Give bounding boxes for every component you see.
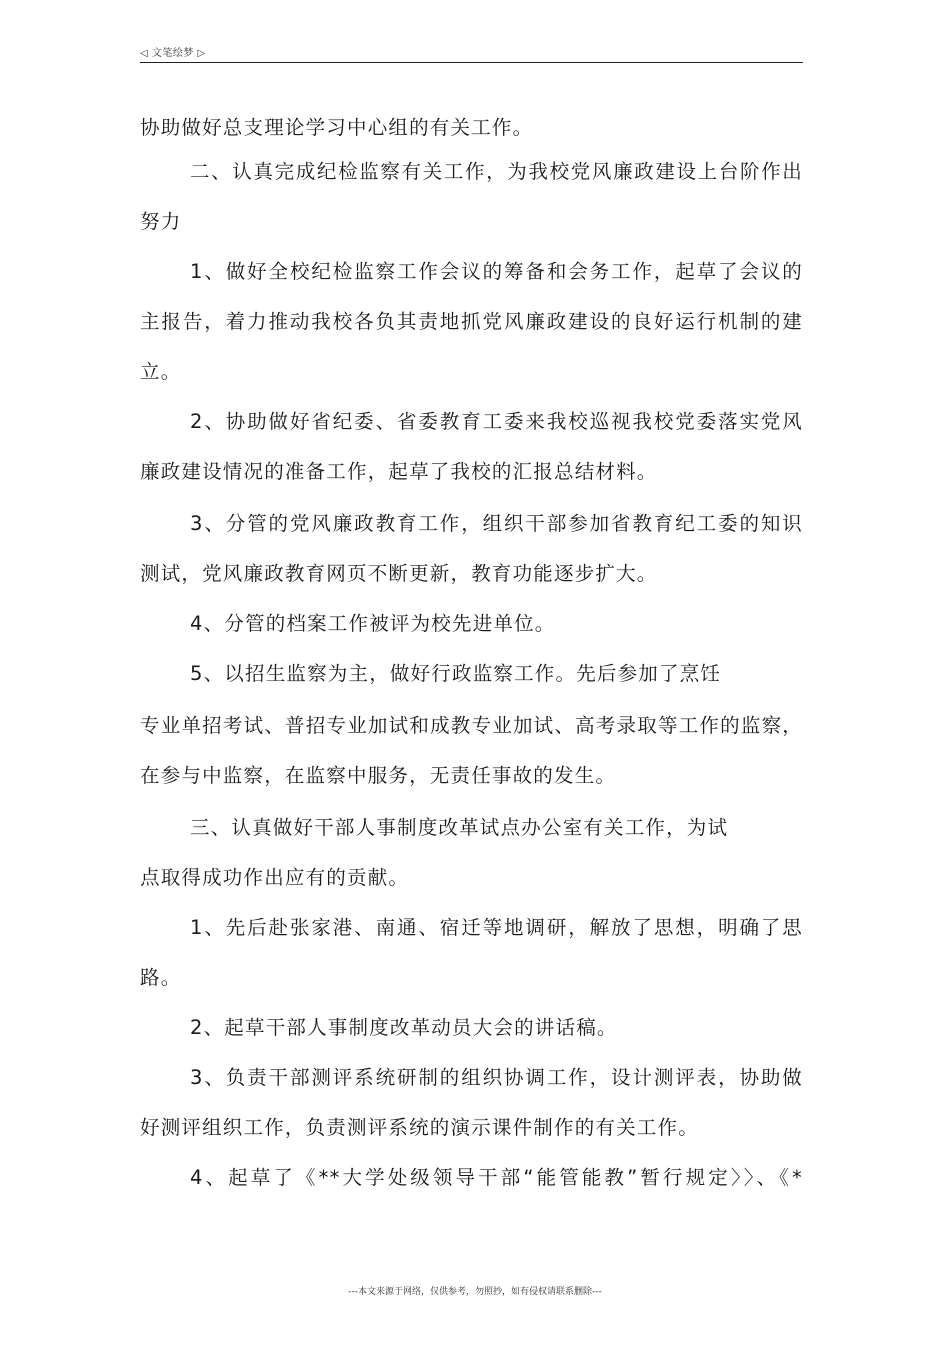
text-line: 点取得成功作出应有的贡献。 (140, 866, 410, 889)
list-item: 4、起草了《**大学处级领导干部“能管能教”暂行规定〉〉、《* (190, 1166, 803, 1189)
text-line: 廉政建设情况的准备工作，起草了我校的汇报总结材料。 (140, 460, 658, 483)
list-item: 2、起草干部人事制度改革动员大会的讲话稿。 (190, 1016, 618, 1039)
list-item: 2、协助做好省纪委、省委教育工委来我校巡视我校党委落实党风 (190, 410, 803, 433)
text-line: 立。 (140, 360, 182, 383)
page-header (140, 44, 803, 63)
list-item: 1、做好全校纪检监察工作会议的筹备和会务工作，起草了会议的 (190, 260, 803, 283)
text-line: 在参与中监察，在监察中服务，无责任事故的发生。 (140, 764, 617, 787)
text-line: 协助做好总支理论学习中心组的有关工作。 (140, 116, 534, 139)
section-heading: 二、认真完成纪检监察有关工作，为我校党风廉政建设上台阶作出 (190, 160, 803, 183)
list-item: 1、先后赴张家港、南通、宿迁等地调研，解放了思想，明确了思 (190, 916, 803, 939)
list-item: 5、以招生监察为主，做好行政监察工作。先后参加了烹饪 (190, 662, 722, 685)
page-footer: ---本文来源于网络，仅供参考，勿照抄，如有侵权请联系删除--- (348, 1287, 602, 1297)
text-line: 好测评组织工作，负责测评系统的演示课件制作的有关工作。 (140, 1116, 699, 1139)
list-item: 3、分管的党风廉政教育工作，组织干部参加省教育纪工委的知识 (190, 512, 803, 535)
text-line: 专业单招考试、普招专业加试和成教专业加试、高考录取等工作的监察， (140, 714, 803, 737)
section-heading: 三、认真做好干部人事制度改革试点办公室有关工作，为试 (190, 816, 729, 839)
header-title: ◁ 文笔绘梦 ▷ (140, 48, 206, 59)
text-line: 测试，党风廉政教育网页不断更新，教育功能逐步扩大。 (140, 562, 658, 585)
list-item: 4、分管的档案工作被评为校先进单位。 (190, 612, 556, 635)
text-line: 路。 (140, 966, 182, 989)
text-line: 主报告，着力推动我校各负其责地抓党风廉政建设的良好运行机制的建 (140, 310, 803, 333)
text-line: 努力 (140, 210, 182, 233)
list-item: 3、负责干部测评系统研制的组织协调工作，设计测评表，协助做 (190, 1066, 803, 1089)
